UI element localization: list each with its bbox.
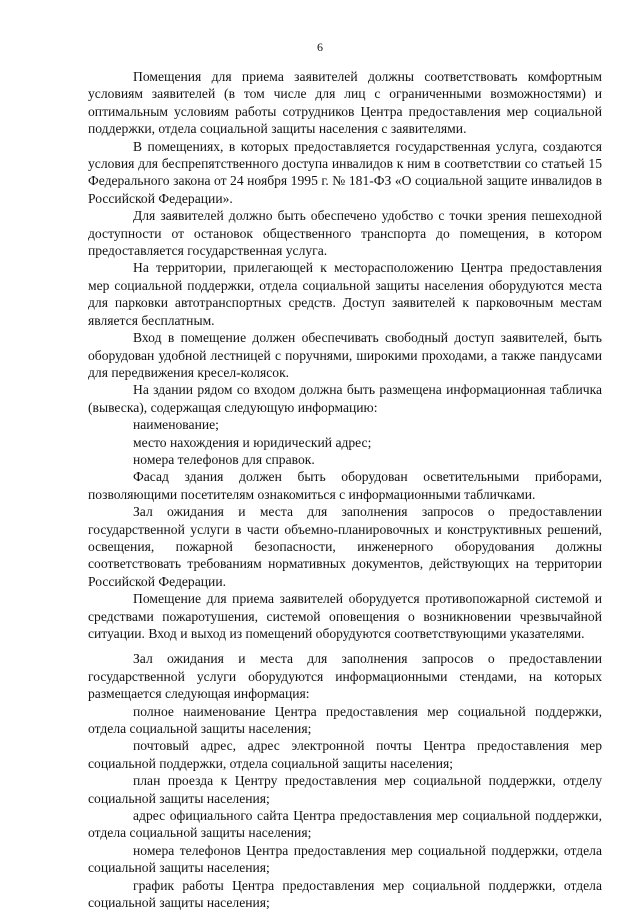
list-item-schedule: график работы Центра предоставления мер социальной поддержки, отдела социальной защиты населения; [88, 877, 602, 911]
list-item-name: наименование; [133, 417, 219, 433]
document-body [88, 68, 602, 912]
list-item-full-name: полное наименование Центра предоставления мер социальной поддержки, отдела социальной защиты населения; [88, 703, 602, 737]
paragraph-waiting-hall: Зал ожидания и места для заполнения запросов о предоставлении государственной услуги в части объемно-планировочных и конструктивных решений, освещения, пожарной безопасности, инженерного оборудования должны соответствовать требованиям нормативных документов, действующих на территории Российской Федерации. [88, 504, 602, 589]
list-item-address: место нахождения и юридический адрес; [133, 434, 372, 450]
paragraph-parking: На территории, прилегающей к месторасположению Центра предоставления мер социальной поддержки, отдела социальной защиты населения оборудуются места для парковки автотранспортных средств. Доступ заявителей к парковочным местам является бесплатным. [88, 260, 602, 328]
paragraph-fire-safety: Помещение для приема заявителей оборудуется противопожарной системой и средствами пожаротушения, системой оповещения о возникновении чрезвычайной ситуации. Вход и выход из помещений оборудуются соответствующими указателями. [88, 591, 602, 641]
list-item-phone-numbers: номера телефонов Центра предоставления мер социальной поддержки, отдела социальной защиты населения; [88, 842, 602, 876]
paragraph-disabled-access: В помещениях, в которых предоставляется государственная услуга, создаются условия для беспрепятственного доступа инвалидов к ним в соответствии со статьей 15 Федерального закона от 24 ноября 1995 г. № 181-ФЗ «О социальной защите инвалидов в Российской Федерации». [88, 138, 602, 206]
list-item-route-plan: план проезда к Центру предоставления мер социальной поддержки, отделу социальной защиты населения; [88, 773, 602, 806]
list-item-website: адрес официального сайта Центра предоставления мер социальной поддержки, отдела социальной защиты населения; [88, 808, 602, 841]
page-number: 6 [317, 40, 323, 54]
paragraph-pedestrian-access: Для заявителей должно быть обеспечено удобство с точки зрения пешеходной доступности от остановок общественного транспорта до помещения, в котором предоставляется государственная услуга. [88, 208, 602, 259]
paragraph-info-stands: Зал ожидания и места для заполнения запросов о предоставлении государственной услуги оборудуются информационными стендами, на которых размещается следующая информация: [88, 651, 602, 702]
list-item-phones: номера телефонов для справок. [133, 451, 315, 467]
paragraph-facade-lighting: Фасад здания должен быть оборудован осветительными приборами, позволяющими посетителям ознакомиться с информационными табличками. [88, 469, 602, 502]
list-item-postal-address: почтовый адрес, адрес электронной почты Центра предоставления мер социальной поддержки, отдела социальной защиты населения; [88, 738, 602, 771]
paragraph-info-sign: На здании рядом со входом должна быть размещена информационная табличка (вывеска), содержащая следующую информацию: [88, 382, 602, 415]
paragraph-premises-requirements: Помещения для приема заявителей должны соответствовать комфортным условиям заявителей (в том числе для лиц с ограниченными возможностями) и оптимальным условиям работы сотрудников Центра предоставления мер социальной поддержки, отдела социальной защиты населения с заявителями. [88, 69, 602, 137]
paragraph-entrance: Вход в помещение должен обеспечивать свободный доступ заявителей, быть оборудован удобной лестницей с поручнями, широкими проходами, а также пандусами для передвижения кресел-колясок. [88, 330, 602, 380]
